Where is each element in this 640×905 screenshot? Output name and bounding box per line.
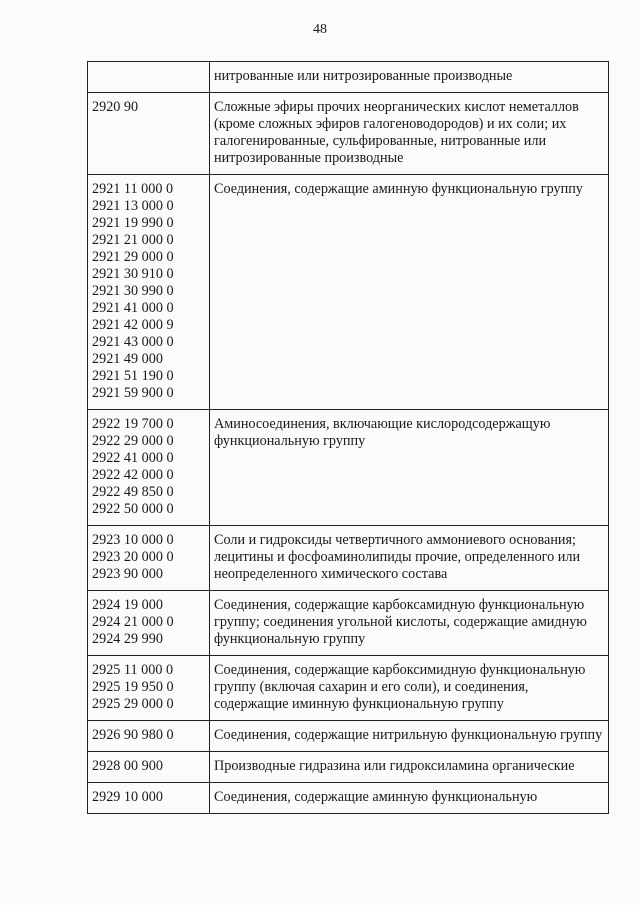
code-cell	[88, 62, 210, 93]
tariff-code: 2921 41 000 0	[92, 300, 174, 316]
table-row	[88, 410, 609, 526]
tariff-code: 2921 51 190 0	[92, 368, 174, 384]
description-cell: Соединения, содержащие карбоксамидную функциональную группу; соединения угольной кислоты, содержащие амидную функциональную группу	[210, 591, 609, 656]
tariff-code: 2924 29 990	[92, 631, 163, 647]
tariff-code: 2923 10 000 0	[92, 532, 174, 548]
code-cell	[88, 175, 210, 410]
code-cell	[88, 526, 210, 591]
code-cell	[88, 783, 210, 814]
description-cell: Производные гидразина или гидроксиламина органические	[210, 752, 609, 783]
tariff-code: 2921 29 000 0	[92, 249, 174, 265]
description-cell: Соединения, содержащие аминную функциональную	[210, 783, 609, 814]
table-row	[88, 752, 609, 783]
tariff-code: 2923 20 000 0	[92, 549, 174, 565]
tariff-code: 2921 42 000 9	[92, 317, 174, 333]
tariff-code: 2922 19 700 0	[92, 416, 174, 432]
tariff-codes-table	[87, 61, 609, 814]
tariff-code: 2921 49 000	[92, 351, 163, 367]
tariff-code: 2921 13 000 0	[92, 198, 174, 214]
tariff-code: 2921 21 000 0	[92, 232, 174, 248]
tariff-code: 2929 10 000	[92, 789, 163, 805]
table-row	[88, 783, 609, 814]
tariff-code: 2921 30 990 0	[92, 283, 174, 299]
description-cell: Соли и гидроксиды четвертичного аммониевого основания; лецитины и фосфоаминолипиды прочие, определенного или неопределенного химического состава	[210, 526, 609, 591]
code-cell	[88, 410, 210, 526]
tariff-code: 2922 42 000 0	[92, 467, 174, 483]
table-body	[88, 62, 609, 814]
code-cell	[88, 721, 210, 752]
description-cell: Соединения, содержащие нитрильную функциональную группу	[210, 721, 609, 752]
tariff-code: 2924 21 000 0	[92, 614, 174, 630]
tariff-code: 2924 19 000	[92, 597, 163, 613]
tariff-code: 2920 90	[92, 99, 139, 115]
table-row	[88, 526, 609, 591]
description-cell: Сложные эфиры прочих неорганических кислот неметаллов (кроме сложных эфиров галогеноводородов) и их соли; их галогенированные, сульфированные, нитрованные или нитрозированные производные	[210, 93, 609, 175]
tariff-code: 2922 41 000 0	[92, 450, 174, 466]
table-row	[88, 93, 609, 175]
table-row	[88, 62, 609, 93]
tariff-code: 2922 29 000 0	[92, 433, 174, 449]
tariff-code: 2921 43 000 0	[92, 334, 174, 350]
tariff-code: 2926 90 980 0	[92, 727, 174, 743]
description-cell: нитрованные или нитрозированные производные	[210, 62, 609, 93]
tariff-code: 2925 19 950 0	[92, 679, 174, 695]
code-cell	[88, 752, 210, 783]
tariff-code: 2921 19 990 0	[92, 215, 174, 231]
tariff-code: 2921 30 910 0	[92, 266, 174, 282]
code-cell	[88, 656, 210, 721]
code-cell	[88, 93, 210, 175]
tariff-code: 2922 49 850 0	[92, 484, 174, 500]
tariff-code: 2923 90 000	[92, 566, 163, 582]
tariff-code: 2922 50 000 0	[92, 501, 174, 517]
table-row	[88, 721, 609, 752]
table-row	[88, 591, 609, 656]
description-cell: Соединения, содержащие аминную функциональную группу	[210, 175, 609, 410]
tariff-code: 2928 00 900	[92, 758, 163, 774]
table-row	[88, 656, 609, 721]
page-number: 48	[313, 22, 327, 37]
description-cell: Аминосоединения, включающие кислородсодержащую функциональную группу	[210, 410, 609, 526]
tariff-code: 2925 11 000 0	[92, 662, 174, 678]
tariff-code: 2921 11 000 0	[92, 181, 174, 197]
tariff-code: 2925 29 000 0	[92, 696, 174, 712]
table-row	[88, 175, 609, 410]
tariff-code: 2921 59 900 0	[92, 385, 174, 401]
code-cell	[88, 591, 210, 656]
description-cell: Соединения, содержащие карбоксимидную функциональную группу (включая сахарин и его соли), и соединения, содержащие иминную функциональную группу	[210, 656, 609, 721]
